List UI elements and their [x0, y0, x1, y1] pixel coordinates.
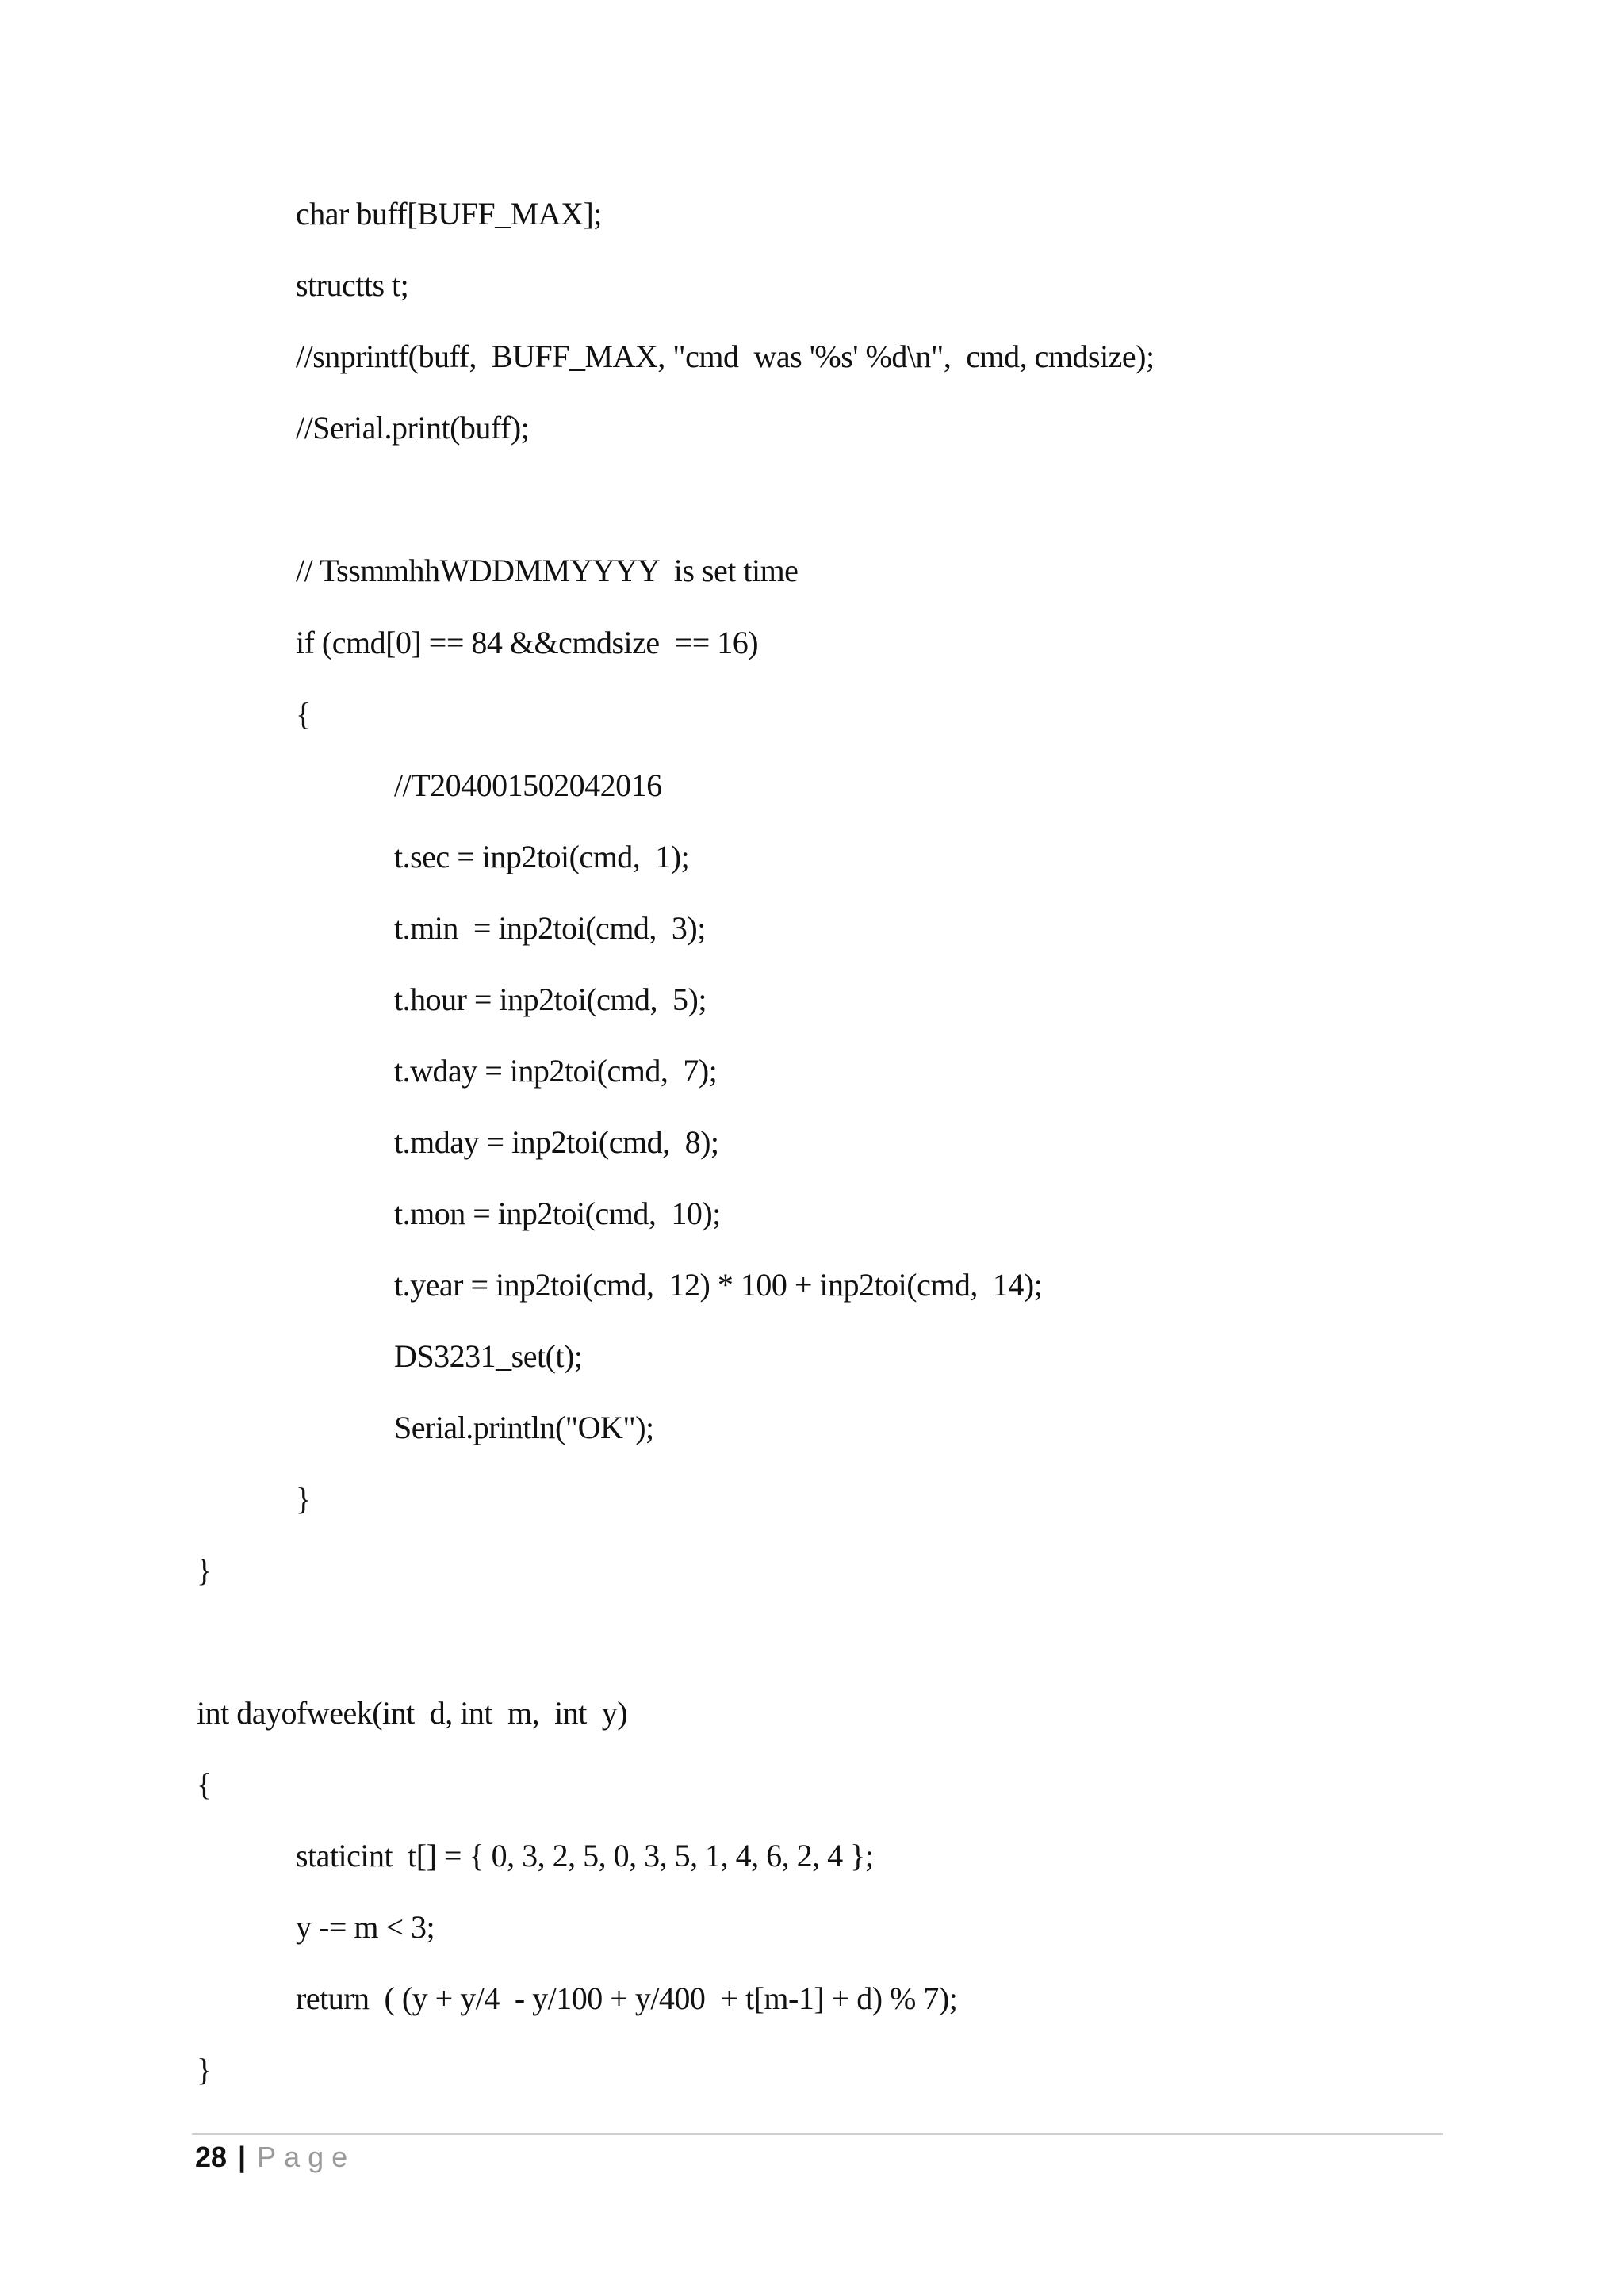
- code-line-close-brace-fn: }: [197, 1552, 212, 1588]
- page-label: Page: [257, 2141, 356, 2173]
- code-line-close-brace-if: }: [296, 1481, 311, 1517]
- code-line-comment-set-time: // TssmmhhWDDMMYYYY is set time: [296, 553, 799, 588]
- page-separator: |: [238, 2141, 247, 2173]
- code-line-buff-decl: char buff[BUFF_MAX];: [296, 196, 602, 232]
- footer-divider: [192, 2133, 1443, 2135]
- code-line-snprintf: //snprintf(buff, BUFF_MAX, "cmd was '%s' %d\n", cmd, cmdsize);: [296, 339, 1155, 374]
- code-line-return: return ( (y + y/4 - y/100 + y/400 + t[m-1] + d) % 7);: [296, 1980, 958, 2016]
- code-line-wday: t.wday = inp2toi(cmd, 7);: [394, 1053, 718, 1089]
- code-line-ds3231-set: DS3231_set(t);: [394, 1338, 583, 1374]
- code-line-hour: t.hour = inp2toi(cmd, 5);: [394, 982, 707, 1017]
- code-line-println-ok: Serial.println("OK");: [394, 1410, 654, 1445]
- page-number: 28: [195, 2141, 228, 2173]
- code-line-struct-decl: structts t;: [296, 267, 409, 303]
- code-line-if: if (cmd[0] == 84 &&cmdsize == 16): [296, 625, 759, 660]
- code-line-mday: t.mday = inp2toi(cmd, 8);: [394, 1124, 719, 1160]
- code-line-dayofweek-close: }: [197, 2052, 212, 2087]
- code-line-min: t.min = inp2toi(cmd, 3);: [394, 910, 706, 946]
- code-line-open-brace: {: [296, 696, 311, 732]
- code-line-year: t.year = inp2toi(cmd, 12) * 100 + inp2toi(cmd, 14);: [394, 1267, 1043, 1303]
- code-line-static-array: staticint t[] = { 0, 3, 2, 5, 0, 3, 5, 1, 4, 6, 2, 4 };: [296, 1838, 874, 1873]
- page-footer: [195, 2137, 355, 2177]
- code-line-comment-example: //T204001502042016: [394, 767, 662, 803]
- code-line-serial-print: //Serial.print(buff);: [296, 410, 530, 446]
- code-line-y-adjust: y -= m < 3;: [296, 1909, 435, 1945]
- code-line-mon: t.mon = inp2toi(cmd, 10);: [394, 1196, 721, 1231]
- code-line-dayofweek-sig: int dayofweek(int d, int m, int y): [197, 1695, 628, 1731]
- code-line-dayofweek-open: {: [197, 1766, 212, 1802]
- code-line-sec: t.sec = inp2toi(cmd, 1);: [394, 839, 690, 874]
